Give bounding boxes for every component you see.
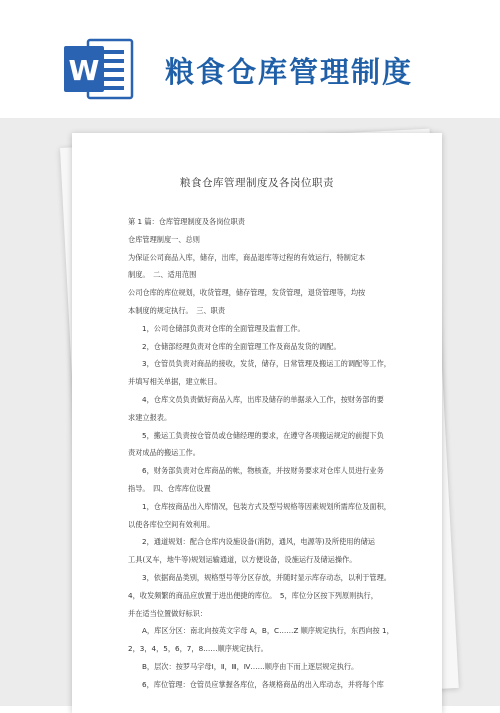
text-line: 工具(叉车，地牛等)规划运输通道，以方便设备，设施运行及储运操作。 xyxy=(128,555,357,565)
text-line: 公司仓库的库位规划，收货管理，储存管理，发货管理，退货管理等，均按 xyxy=(128,288,366,298)
text-line: 责对成品的搬运工作。 xyxy=(128,448,200,458)
text-line: 指导。 四、仓库库位设置 xyxy=(128,483,211,493)
banner xyxy=(0,0,500,118)
text-line: 2，通道规划：配合仓库内设施设备(消防，通风，电源等)及所使用的储运 xyxy=(142,537,375,547)
text-line: 并填写相关单据，建立帐目。 xyxy=(128,377,222,387)
text-line: 2，仓储部经理负责对仓库的全面管理工作及商品发货的调配。 xyxy=(142,341,341,351)
text-line: 1，仓库按商品出入库情况，包装方式及型号规格等因素规划所需库位及面积， xyxy=(142,501,391,511)
text-line: 6，库位管理：仓管员应掌握各库位，各规格商品的出入库动态，并将每个库 xyxy=(142,679,384,689)
text-line: 求建立报表。 xyxy=(128,412,172,422)
text-line: 制度。 二、适用范围 xyxy=(128,270,197,280)
text-line: 5，搬运工负责按仓管员或仓储经理的要求，在遵守各项搬运规定的前提下负 xyxy=(142,430,384,440)
document-preview xyxy=(0,118,500,706)
text-line: 第 1 篇：仓库管理制度及各岗位职责 xyxy=(128,217,245,226)
text-line: 4，仓库文员负责做好商品入库，出库及储存的单据录入工作，按财务部的要 xyxy=(142,394,384,404)
banner-title: 粮食仓库管理制度 xyxy=(165,55,414,89)
document-page xyxy=(72,133,442,713)
text-line: 以使各库位空间有效利用。 xyxy=(128,519,215,529)
word-document-icon xyxy=(62,36,134,102)
word-icon-letter: W xyxy=(68,54,100,87)
text-line: B，层次：按罗马字母Ⅰ，Ⅱ，Ⅲ，Ⅳ……顺序由下而上逐层规定执行。 xyxy=(142,661,359,671)
text-line: 仓库管理制度一、总则 xyxy=(128,234,200,244)
text-line: 4，收发频繁的商品应放置于进出便捷的库位。 5，库位分区按下列原则执行， xyxy=(128,590,378,600)
text-line: 3，依据商品类别，规格型号等分区存放，并随时显示库存动态，以利于管理。 xyxy=(142,572,391,582)
text-line: 并在适当位置做好标识： xyxy=(128,608,208,618)
text-line: 为保证公司商品入库，储存，出库，商品退库等过程的有效运行，特制定本 xyxy=(128,252,366,262)
text-line: 2，3，4，5，6，7，8……顺序规定执行。 xyxy=(128,644,268,654)
text-line: A，库区分区：南北向按英文字母 A，B，C……Z 顺序规定执行，东西向按 1， xyxy=(142,626,394,636)
document-body xyxy=(128,213,428,694)
text-line: 6，财务部负责对仓库商品的帐，物核查，并按财务要求对仓库人员进行业务 xyxy=(142,466,384,476)
text-line: 1，公司仓储部负责对仓库的全面管理及监督工作。 xyxy=(142,323,305,333)
text-line: 3，仓管员负责对商品的接收，发货，储存，日常管理及搬运工的调配等工作， xyxy=(142,359,391,369)
document-title: 粮食仓库管理制度及各岗位职责 xyxy=(180,177,334,189)
text-line: 本制度的规定执行。 三、职责 xyxy=(128,305,226,315)
